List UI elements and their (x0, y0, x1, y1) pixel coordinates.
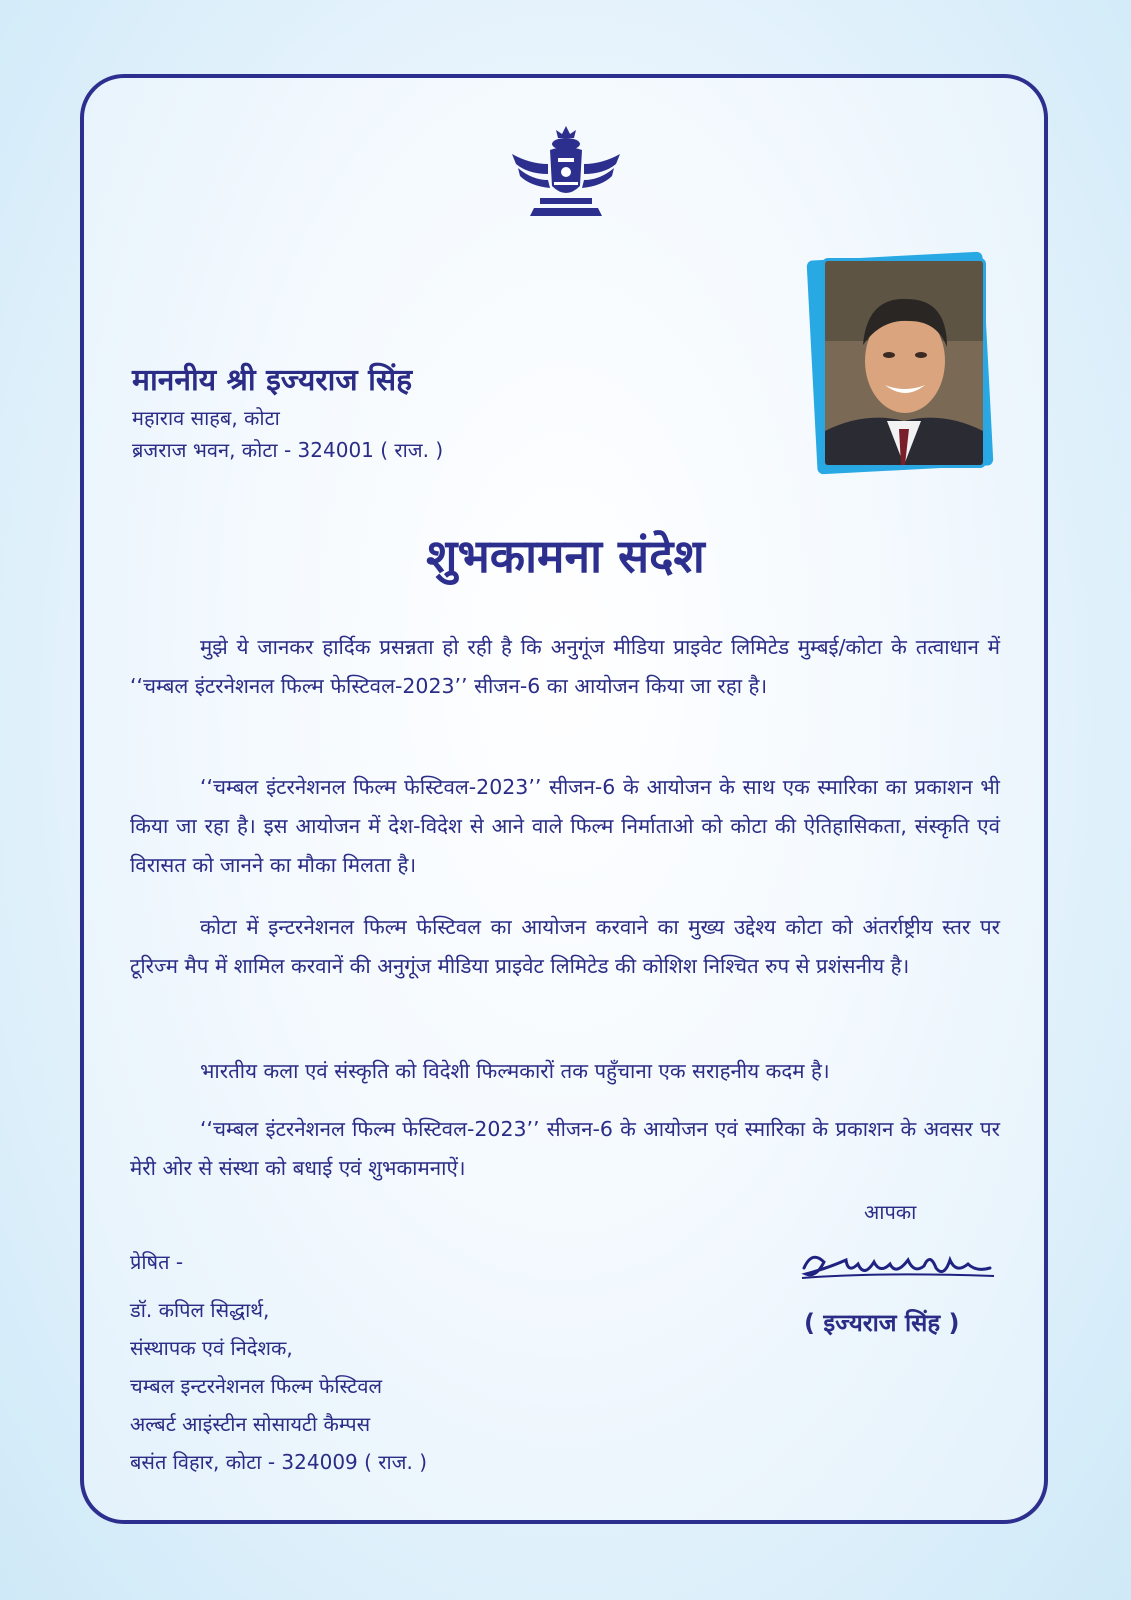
paragraph-2: ‘‘चम्बल इंटरनेशनल फिल्म फेस्टिवल-2023’’ सीजन-6 के आयोजन के साथ एक स्मारिका का प्रकाशन भी किया जा रहा है। इस आयोजन में देश-विदेश से आने वाले फिल्म निर्माताओ को कोटा की ऐतिहासिकता, संस्कृति एवं विरासत को जानने का मौका मिलता है। (130, 775, 1000, 877)
paragraph-5: ‘‘चम्बल इंटरनेशनल फिल्म फेस्टिवल-2023’’ सीजन-6 के आयोजन एवं स्मारिका के प्रकाशन के अवसर पर मेरी ओर से संस्था को बधाई एवं शुभकामनाऐं। (130, 1117, 1000, 1180)
paragraph-4: भारतीय कला एवं संस्कृति को विदेशी फिल्मकारों तक पहुँचाना एक सराहनीय कदम है। (200, 1059, 830, 1083)
sender-name: माननीय श्री इज्यराज सिंह (132, 363, 413, 398)
signature-image (798, 1238, 998, 1294)
recipient-line: संस्थापक एवं निदेशक, (130, 1336, 293, 1360)
portrait-photo (812, 252, 988, 472)
recipient-line: चम्बल इन्टरनेशनल फिल्म फेस्टिवल (130, 1374, 383, 1398)
recipient-line: अल्बर्ट आइंस्टीन सोसायटी कैम्पस (130, 1412, 371, 1436)
letter-heading: शुभकामना संदेश (426, 529, 705, 583)
recipient-line: बसंत विहार, कोटा - 324009 ( राज. ) (130, 1450, 428, 1474)
sender-address: ब्रजराज भवन, कोटा - 324001 ( राज. ) (132, 438, 444, 462)
closing-salutation: आपका (864, 1200, 917, 1224)
sender-title: महाराव साहब, कोटा (132, 406, 280, 430)
royal-crest-icon (510, 124, 622, 220)
signer-name: ( इज्यराज सिंह ) (804, 1309, 960, 1337)
recipient-label: प्रेषित - (130, 1250, 184, 1274)
recipient-line: डॉ. कपिल सिद्धार्थ, (130, 1298, 270, 1322)
paragraph-1: मुझे ये जानकर हार्दिक प्रसन्नता हो रही है कि अनुगूंज मीडिया प्राइवेट लिमिटेड मुम्बई/कोटा के तत्वाधान में ‘‘चम्बल इंटरनेशनल फिल्म फेस्टिवल-2023’’ सीजन-6 का आयोजन किया जा रहा है। (130, 635, 1000, 698)
paragraph-3: कोटा में इन्टरनेशनल फिल्म फेस्टिवल का आयोजन करवाने का मुख्य उद्देश्य कोटा को अंतर्राष्ट्रीय स्तर पर टूरिज्म मैप में शामिल करवानें की अनुगूंज मीडिया प्राइवेट लिमिटेड की कोशिश निश्चित रुप से प्रशंसनीय है। (130, 915, 1000, 978)
portrait-image (822, 258, 986, 468)
